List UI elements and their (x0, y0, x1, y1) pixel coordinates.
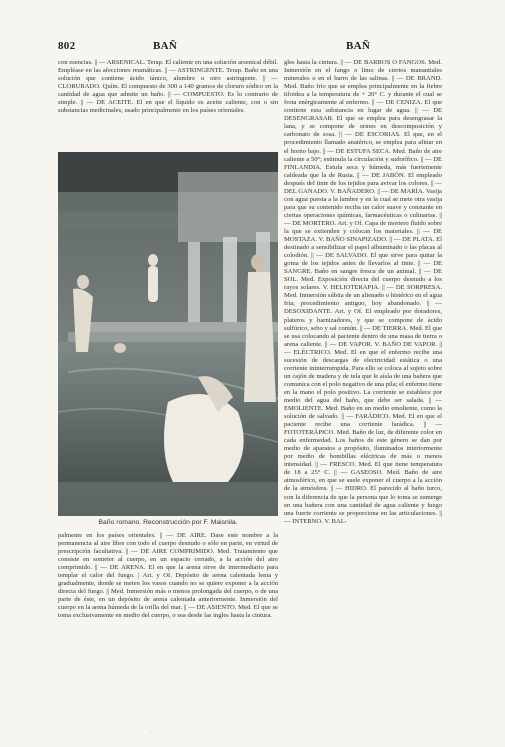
figure-caption: Baño romano. Reconstrucción por F. Maisnila. (98, 519, 238, 526)
left-bottom-paragraph: palmente en los países orientales. || — DE AIRE. Dase este nombre a la permanencia al aire libre con todo el cuerpo desnudo o sólo en parte, en virtud de prescripción facultativa. || — DE AIRE COMPRIMIDO. Med. Tratamiento que consiste en someter al cuerpo, en un espacio cerrado, a la acción del aire comprimido. || — DE ARENA. El en que la arena sirve de intermediario para templar el calor del fuego. | Art. y Of. Depósito de arena calentada lenta y gradualmente, donde se meten los vasos cuando no se quiere exponer a la acción directa del fuego. || Med. Inmersión más o menos prolongada del cuerpo, o de una parte de éste, en un depósito de arena calentada anteriormente. Inmersión del cuerpo en la arena húmeda de la orilla del mar. || — DE ASIENTO. Med. El que se toma exclusivamente en medio del cuerpo, o sea desde las ingles hasta la cintura. (58, 532, 278, 620)
left-top-paragraph: con esencias. || — ARSENICAL. Terap. El caliente en una solución arsenical débil. Empléase en las afecciones reumáticas. || — ASTRINGENTE. Terap. Baño en una solución que contiene ácido tánico, alumbre u otro astringente. || — CLORURADO. Quím. El compuesto de 300 a 140 gramos de cloruro sódico en la cantidad de agua que admite un baño. || — COMPUESTO. Es lo contrario de simple. || — DE ACEITE. El en que el líquido es aceite caliente, con o sin substancias medicinales, usado principalmente en los países orientales. (58, 59, 278, 115)
roman-bath-illustration (58, 152, 278, 516)
bottom-mark: · (150, 730, 152, 736)
header-left-word: BAÑ (153, 40, 178, 52)
page-number: 802 (58, 40, 76, 52)
header-right-word: BAÑ (346, 40, 371, 52)
right-paragraph: gles hasta la cintura. || — DE BARROS O FANGOS. Med. Inmersión en el fango o limo de ciertos manantiales minerales o en el barro de las salinas. || — DE BRAND. Med. Baño frío que se emplea principalmente en la fiebre tifoidea a la temperatura de + 20° C. y durante el cual se frota enérgicamente al enfermo. || — DE CENIZA. El que contiene esta substancia en lugar de agua. || — DE DESENGRASAR. El que se emplea para desengrasar la lana, y se compone de orines en descomposición y carbonato de sosa. || — DE ESCORIAS. El que, en el procedimiento llamado anatérico, se emplea para afinar en el horno bajo. || — DE ESTUFA SECA. Med. Baño de aire caliente a 50°; estimula la circulación y sudorífico. || — DE FINLANDIA. Estufa seca y húmeda, más fuertemente caldeada que la de Rusia. || — DE JABÓN. El empleado después del tinte de los tejidos para avivar los colores. || — DEL GANADO. V. BAÑADERO. || — DE MARÍA. Vasija con agua puesta a la lumbre y en la cual se mete otra vasija para que su contenido reciba un calor suave y constante en ciertas operaciones químicas, farmacéuticas o culinarias. || — DE MORTERO. Art. y Of. Capa de mortero fluido sobre la que se extienden y colocan los materiales. || — DE MOSTAZA. V. BAÑO SINAPIZADO. || — DE PLATA. El destinado a sensibilizar el papel albuminado o las placas al colodión. || — DE SALVADO. El que sirve para quitar la goma de los tejidos antes de llevarlos al tinte. || — DE SANGRE. Baño en sangre fresca de un animal. || — DE SOL. Med. Exposición directa del cuerpo desnudo a los rayos solares. V. HELIOTERAPIA. || — DE SORPRESA. Med. Inmersión súbita de un alienado o histérico en el agua fría; procedimiento antiguo, hoy abandonado. || — DESOXIDANTE. Art. y Of. El empleado por doradores, plateros y barnizadores, y que se compone de ácido sulfúrico, sebo y sal común. || — DE TIERRA. Med. El que se usa colocando al paciente dentro de una masa de tierra o arena caliente. || — DE VAPOR. V. BAÑO DE VAPOR. || — ELÉCTRICO. Med. El en que el enfermo recibe una sucesión de descargas de electricidad estática o una corriente ininterrumpida. Para ello se coloca al sujeto sobre un cajón de madera y de tela que le aísla de una bañera que comunica con el polo negativo de una pila; el enfermo tiene en la mano el polo positivo. La corriente se establece por medio del agua del baño, que debe ser salada. || — EMOLIENTE. Med. Baño en un medio emoliente, como la solución de salvado. || — FARÁDICO. Med. El en que el paciente recibe una corriente farádica. || — FOTOTERÁPICO. Med. Baño de luz, de diferente color en cada enfermedad. Los baños de este género se dan por medio de aparatos a propósito, iluminados interiormente por medio de bombillas eléctricas de más o menos intensidad. || — FRESCO. Med. El que tiene temperatura de 18 a 25° C. || — GASEOSO. Med. Baño de aire atmosférico, en que se suele exponer el cuerpo a la acción de la atmósfera. || — HIDRO. El parecido al baño turco, con la diferencia de que la persona que lo toma se sumerge en una bañera con una cantidad de agua caliente y luego una fuerte corriente se proporciona en las articulaciones. || — INTERNO. V. BAL- (284, 59, 442, 525)
right-column-text (284, 59, 442, 731)
roman-bath-image (58, 152, 278, 516)
left-column-top-text (58, 59, 278, 149)
left-column-bottom-text (58, 532, 278, 732)
